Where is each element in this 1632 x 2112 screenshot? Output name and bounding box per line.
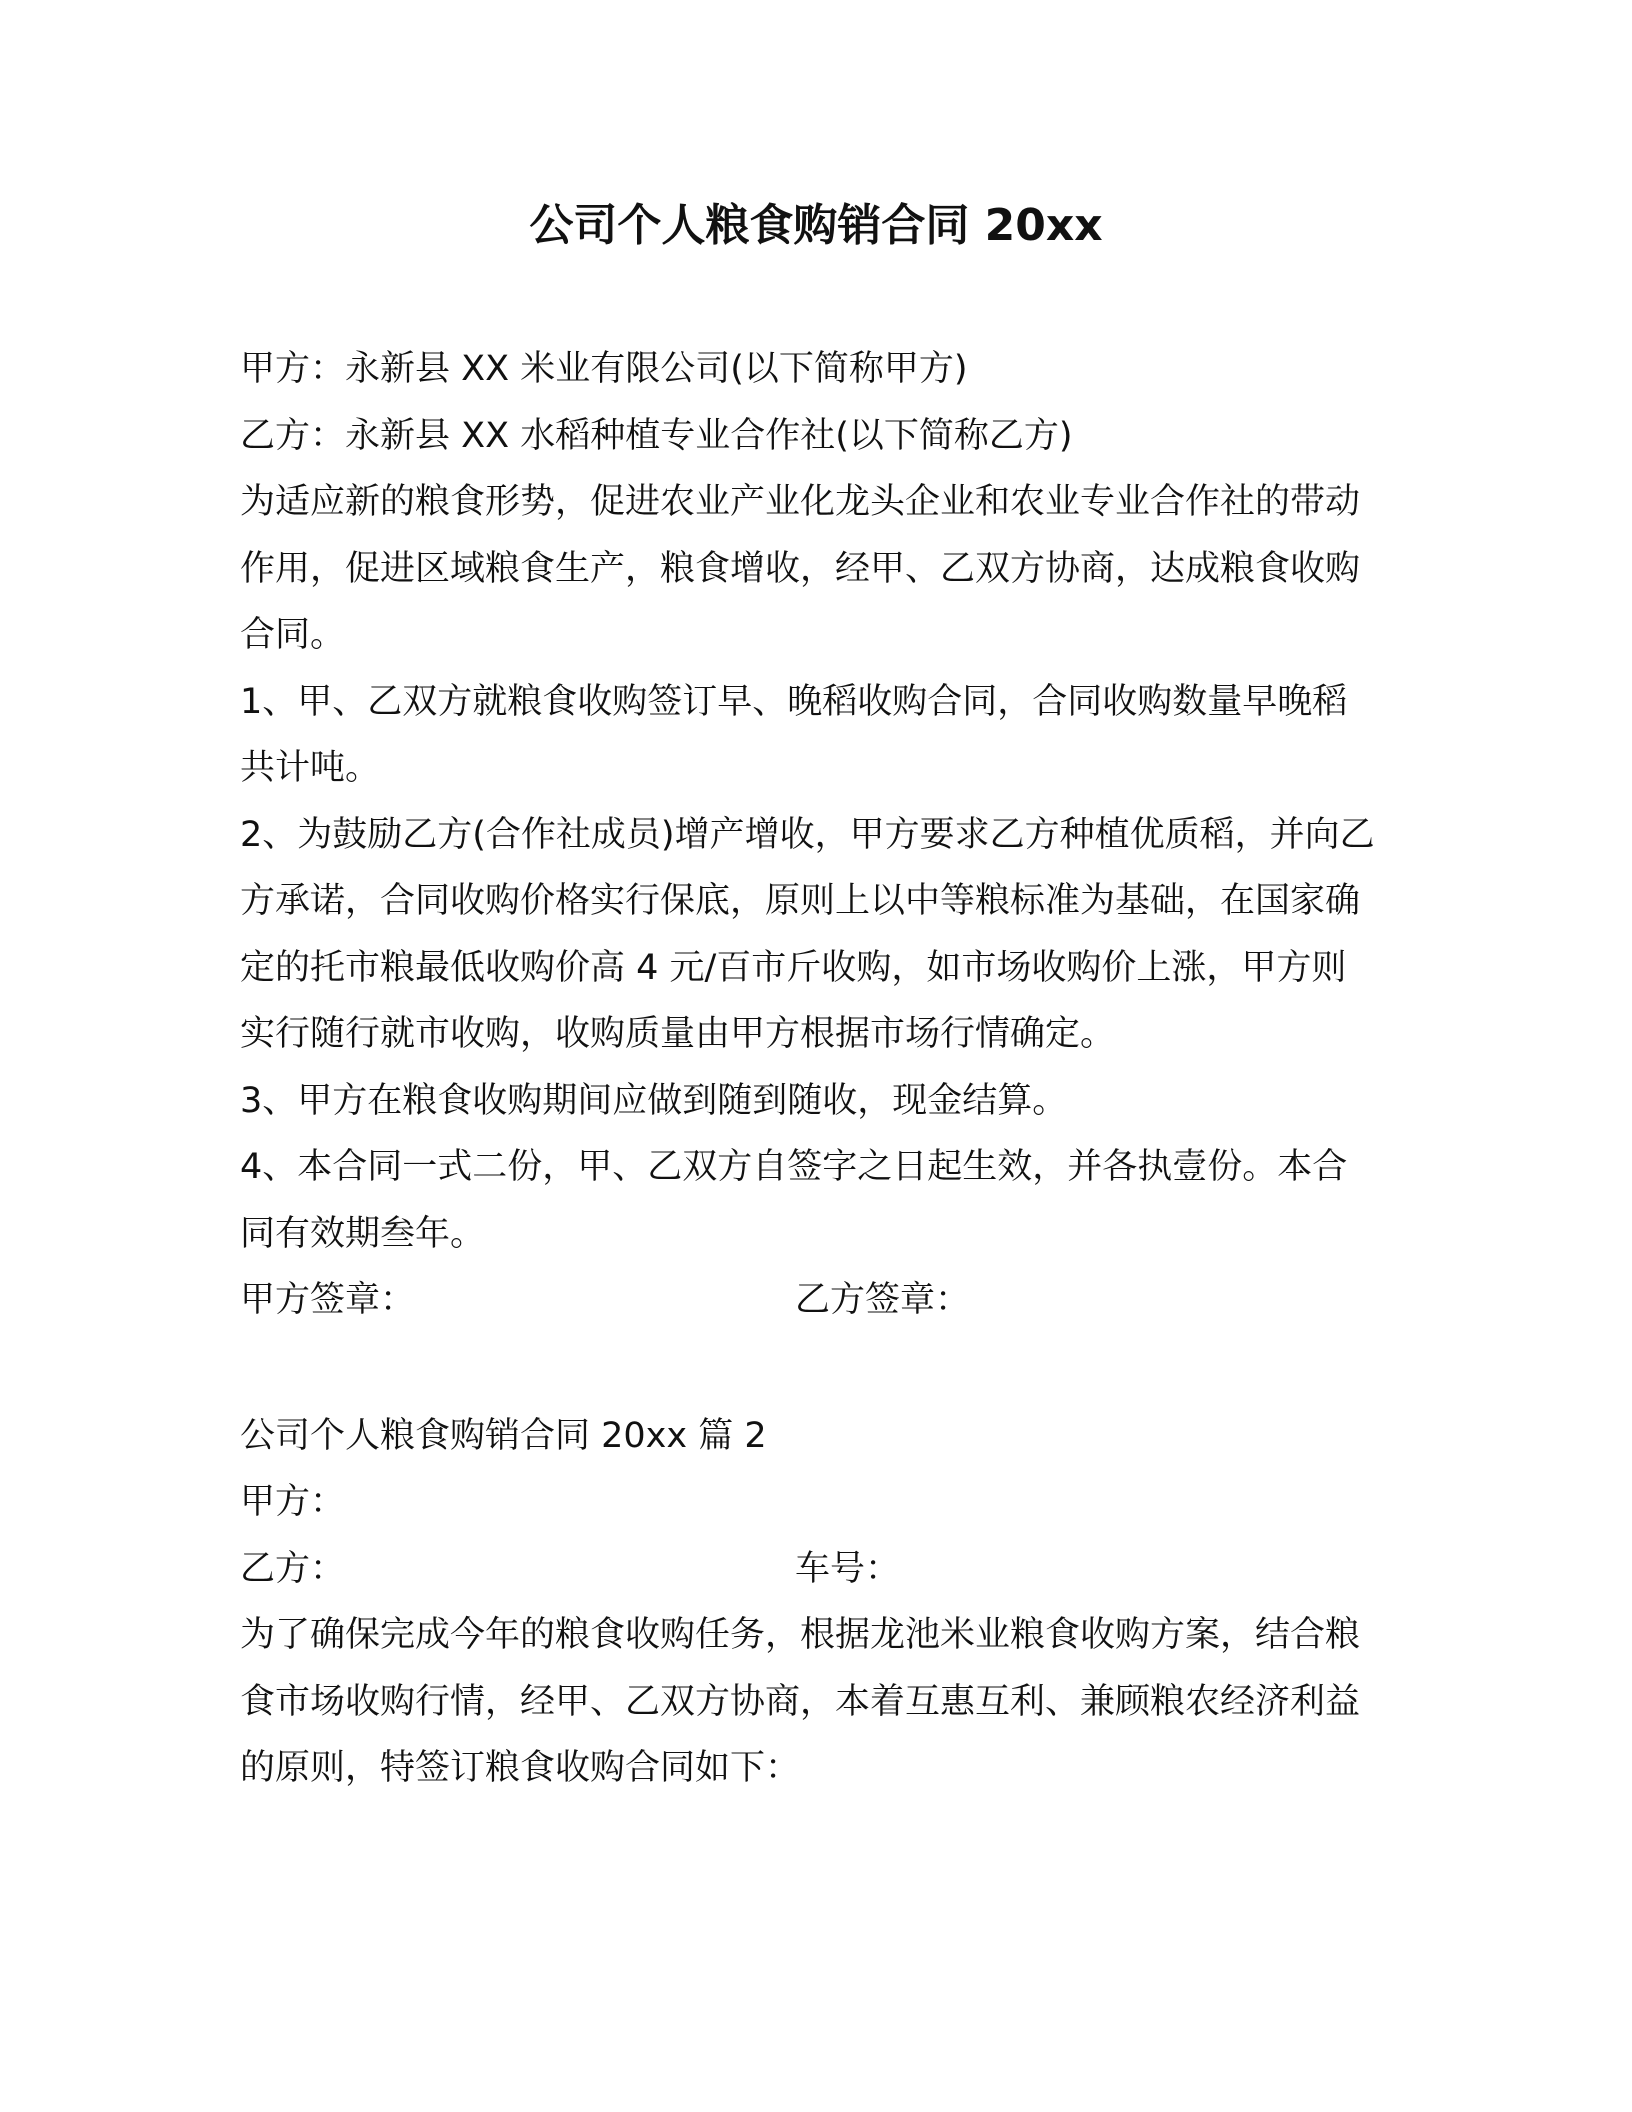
party-b-line: 乙方：永新县 XX 水稻种植专业合作社(以下简称乙方) — [240, 415, 1073, 456]
section-2-title: 公司个人粮食购销合同 20xx 篇 2 — [240, 1415, 767, 1456]
section-2-party-b: 乙方： — [240, 1548, 346, 1589]
clause-1: 1、甲、乙双方就粮食收购签订早、晚稻收购合同，合同收购数量早晚稻共计吨。 — [240, 681, 1348, 788]
clause-4: 4、本合同一式二份，甲、乙双方自签字之日起生效，并各执壹份。本合同有效期叁年。 — [240, 1147, 1348, 1254]
document-body — [240, 336, 1380, 1802]
intro-paragraph: 为适应新的粮食形势，促进农业产业化龙头企业和农业专业合作社的带动作用，促进区域粮食生产，粮食增收，经甲、乙双方协商，达成粮食收购合同。 — [240, 482, 1361, 655]
party-a-line: 甲方：永新县 XX 米业有限公司(以下简称甲方) — [240, 349, 968, 389]
party-b-signature-label: 乙方签章： — [795, 1280, 971, 1320]
signature-row — [240, 1267, 1380, 1334]
party-a-signature-label: 甲方签章： — [240, 1280, 416, 1320]
section-2-party-a: 甲方： — [240, 1482, 346, 1522]
document-title: 公司个人粮食购销合同 20xx — [529, 200, 1103, 251]
clause-3: 3、甲方在粮食收购期间应做到随到随收，现金结算。 — [240, 1080, 1068, 1121]
section-2-car-number: 车号： — [795, 1548, 901, 1589]
section-2-party-b-row — [240, 1536, 1380, 1603]
clause-2: 2、为鼓励乙方(合作社成员)增产增收，甲方要求乙方种植优质稻，并向乙方承诺，合同收购价格实行保底，原则上以中等粮标准为基础，在国家确定的托市粮最低收购价高 4 元/百市斤收购，如市场收购价上涨，甲方则实行随行就市收购，收购质量由甲方根据市场行情确定。 — [240, 814, 1375, 1054]
section-2-intro: 为了确保完成今年的粮食收购任务，根据龙池米业粮食收购方案，结合粮食市场收购行情，经甲、乙双方协商，本着互惠互利、兼顾粮农经济利益的原则，特签订粮食收购合同如下： — [240, 1615, 1361, 1788]
section-gap — [240, 1334, 1380, 1403]
